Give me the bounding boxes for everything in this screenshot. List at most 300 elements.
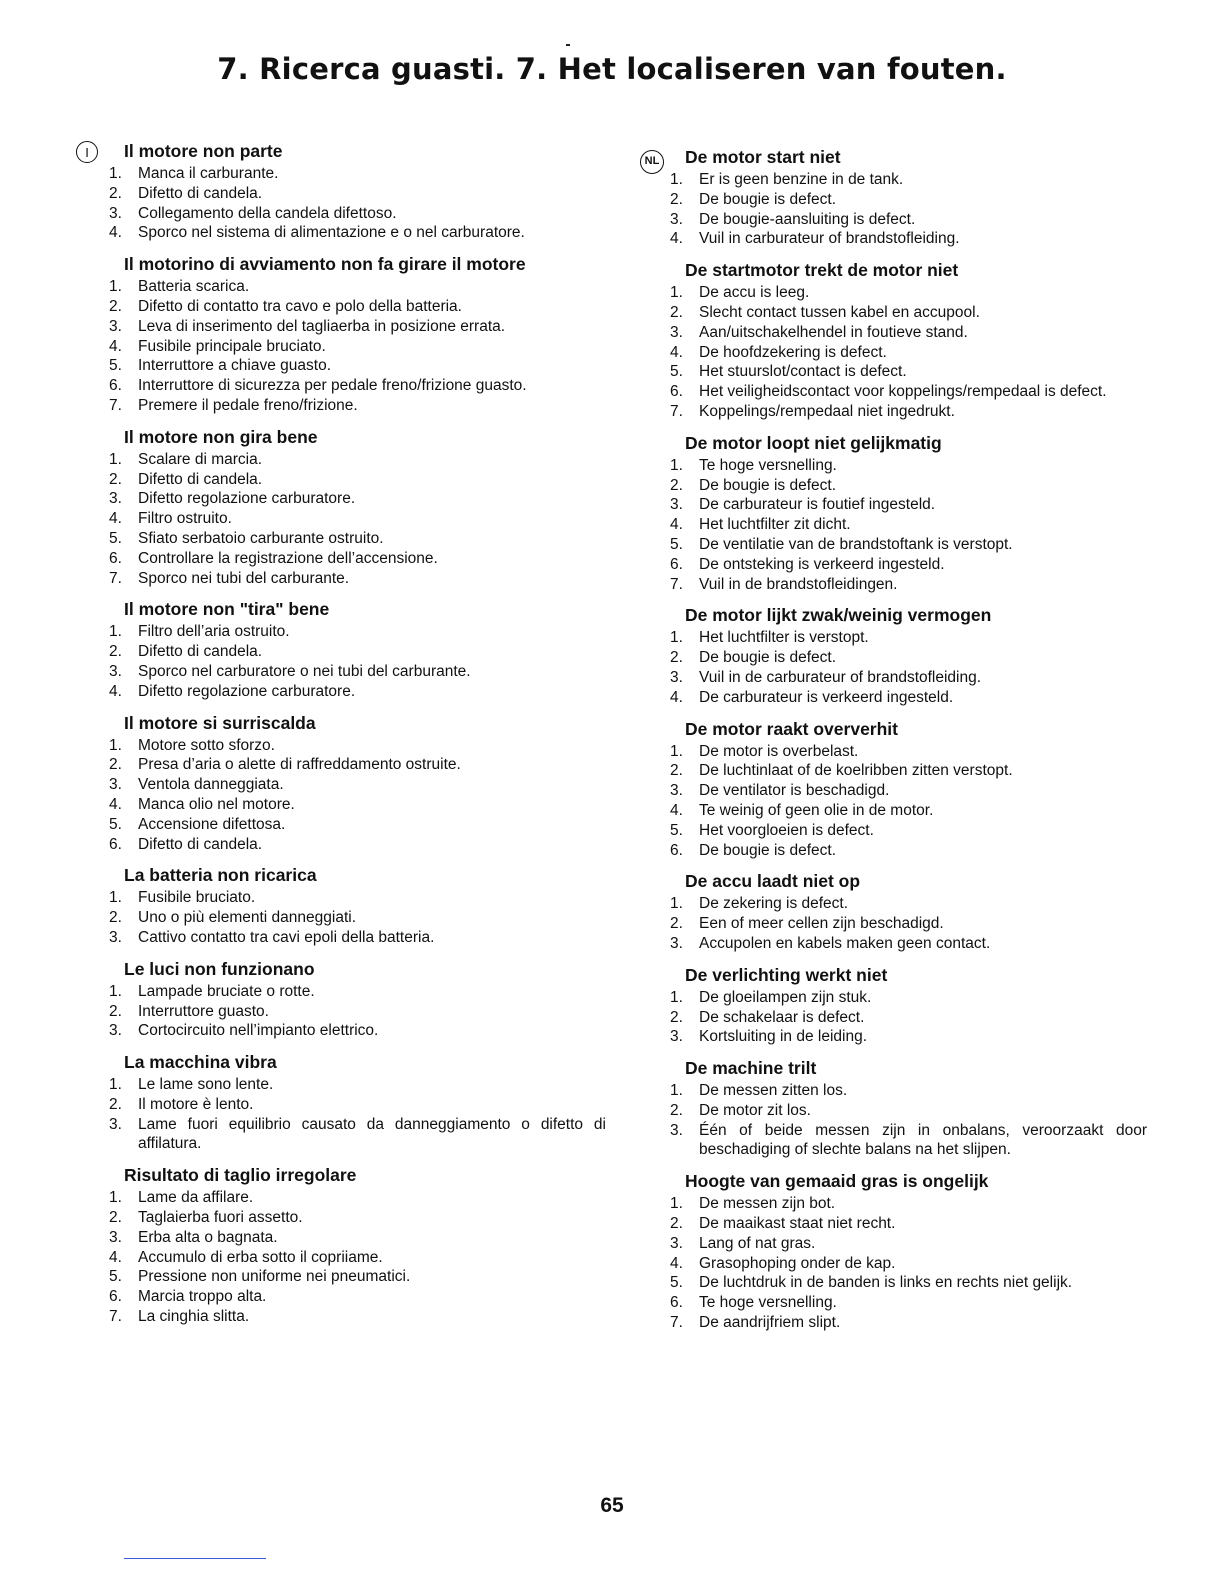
cause-text: Koppelings/rempedaal niet ingedrukt. bbox=[699, 402, 955, 420]
cause-list bbox=[667, 283, 1147, 422]
cause-text: Te hoge versnelling. bbox=[699, 456, 837, 474]
cause-number: 2. bbox=[670, 1215, 683, 1233]
cause-item bbox=[106, 509, 606, 529]
scan-mark bbox=[566, 44, 570, 46]
cause-text: Sfiato serbatoio carburante ostruito. bbox=[138, 529, 384, 547]
cause-item bbox=[667, 894, 1147, 914]
cause-item bbox=[667, 781, 1147, 801]
cause-text: Sporco nel carburatore o nei tubi del carburante. bbox=[138, 662, 471, 680]
cause-item bbox=[106, 376, 606, 396]
cause-item bbox=[667, 934, 1147, 954]
cause-item bbox=[106, 470, 606, 490]
cause-number: 3. bbox=[109, 776, 122, 794]
cause-number: 2. bbox=[670, 1101, 683, 1119]
cause-item bbox=[106, 775, 606, 795]
cause-item bbox=[667, 229, 1147, 249]
cause-number: 4. bbox=[670, 688, 683, 706]
cause-number: 2. bbox=[670, 915, 683, 933]
cause-text: Taglaierba fuori assetto. bbox=[138, 1209, 303, 1227]
cause-text: Uno o più elementi danneggiati. bbox=[138, 909, 357, 927]
troubleshooting-section bbox=[667, 604, 1147, 707]
cause-number: 4. bbox=[670, 516, 683, 534]
cause-item bbox=[106, 396, 606, 416]
cause-item bbox=[106, 297, 606, 317]
cause-number: 7. bbox=[109, 396, 122, 414]
cause-item bbox=[106, 888, 606, 908]
cause-number: 3. bbox=[670, 782, 683, 800]
cause-item bbox=[667, 821, 1147, 841]
cause-item bbox=[667, 1194, 1147, 1214]
cause-item bbox=[667, 1273, 1147, 1293]
cause-text: De hoofdzekering is defect. bbox=[699, 343, 887, 361]
cause-item bbox=[667, 170, 1147, 190]
cause-item bbox=[667, 761, 1147, 781]
cause-list bbox=[667, 742, 1147, 861]
troubleshooting-section bbox=[106, 1164, 606, 1327]
cause-text: De bougie is defect. bbox=[699, 649, 837, 667]
cause-list bbox=[667, 1194, 1147, 1333]
section-title: De startmotor trekt de motor niet bbox=[685, 260, 959, 281]
cause-text: De zekering is defect. bbox=[699, 895, 849, 913]
cause-text: Controllare la registrazione dell’accensione. bbox=[138, 549, 438, 567]
cause-item bbox=[106, 317, 606, 337]
cause-number: 3. bbox=[109, 1228, 122, 1246]
cause-number: 2. bbox=[670, 303, 683, 321]
cause-text: Te weinig of geen olie in de motor. bbox=[699, 801, 934, 819]
cause-item bbox=[667, 476, 1147, 496]
language-badge-italian: I bbox=[76, 141, 98, 163]
cause-item bbox=[106, 1287, 606, 1307]
troubleshooting-section bbox=[106, 712, 606, 855]
cause-item bbox=[667, 628, 1147, 648]
cause-text: De maaikast staat niet recht. bbox=[699, 1215, 896, 1233]
italian-sections bbox=[106, 140, 606, 1327]
cause-number: 1. bbox=[109, 278, 122, 296]
cause-item bbox=[106, 549, 606, 569]
section-title: Risultato di taglio irregolare bbox=[124, 1165, 357, 1186]
cause-item bbox=[106, 164, 606, 184]
cause-item bbox=[667, 515, 1147, 535]
cause-item bbox=[667, 343, 1147, 363]
cause-list bbox=[106, 736, 606, 855]
cause-number: 5. bbox=[109, 529, 122, 547]
section-title: Il motorino di avviamento non fa girare il motore bbox=[124, 254, 526, 275]
dutch-column bbox=[644, 146, 1147, 1333]
troubleshooting-section bbox=[106, 426, 606, 589]
cause-item bbox=[106, 982, 606, 1002]
cause-number: 1. bbox=[109, 623, 122, 641]
cause-text: Het stuurslot/contact is defect. bbox=[699, 363, 907, 381]
dutch-sections bbox=[667, 146, 1147, 1333]
cause-list bbox=[106, 888, 606, 947]
cause-number: 3. bbox=[109, 662, 122, 680]
cause-item bbox=[106, 928, 606, 948]
troubleshooting-section bbox=[667, 432, 1147, 595]
cause-item bbox=[667, 1008, 1147, 1028]
cause-number: 5. bbox=[109, 1268, 122, 1286]
cause-number: 6. bbox=[109, 1288, 122, 1306]
cause-number: 3. bbox=[670, 496, 683, 514]
cause-item bbox=[106, 642, 606, 662]
cause-text: Fusibile principale bruciato. bbox=[138, 337, 326, 355]
cause-item bbox=[667, 1027, 1147, 1047]
cause-number: 2. bbox=[670, 762, 683, 780]
cause-text: Difetto di contatto tra cavo e polo della batteria. bbox=[138, 297, 462, 315]
cause-item bbox=[667, 914, 1147, 934]
cause-item bbox=[667, 535, 1147, 555]
section-title: Il motore si surriscalda bbox=[124, 712, 316, 733]
cause-text: Lang of nat gras. bbox=[699, 1234, 816, 1252]
cause-item bbox=[667, 190, 1147, 210]
cause-number: 3. bbox=[670, 934, 683, 952]
cause-item bbox=[106, 1188, 606, 1208]
cause-text: De bougie-aansluiting is defect. bbox=[699, 210, 916, 228]
troubleshooting-section bbox=[106, 864, 606, 947]
cause-number: 5. bbox=[109, 357, 122, 375]
cause-number: 3. bbox=[109, 1022, 122, 1040]
cause-item bbox=[106, 662, 606, 682]
cause-number: 3. bbox=[109, 1115, 122, 1133]
troubleshooting-section bbox=[667, 1170, 1147, 1333]
cause-text: Scalare di marcia. bbox=[138, 450, 263, 468]
cause-text: Il motore è lento. bbox=[138, 1095, 254, 1113]
cause-number: 1. bbox=[670, 895, 683, 913]
troubleshooting-section bbox=[106, 958, 606, 1041]
troubleshooting-section bbox=[106, 253, 606, 416]
cause-text: Het voorgloeien is defect. bbox=[699, 821, 874, 839]
cause-text: De motor zit los. bbox=[699, 1101, 811, 1119]
cause-text: Lame da affilare. bbox=[138, 1189, 254, 1207]
cause-number: 6. bbox=[109, 835, 122, 853]
cause-item bbox=[667, 648, 1147, 668]
cause-number: 1. bbox=[109, 736, 122, 754]
cause-item bbox=[667, 1101, 1147, 1121]
section-title: Il motore non parte bbox=[124, 141, 283, 161]
cause-number: 2. bbox=[109, 470, 122, 488]
cause-item bbox=[667, 688, 1147, 708]
cause-number: 1. bbox=[109, 1189, 122, 1207]
cause-number: 3. bbox=[109, 490, 122, 508]
cause-text: Lampade bruciate o rotte. bbox=[138, 982, 315, 1000]
cause-item bbox=[667, 1081, 1147, 1101]
cause-text: Sporco nel sistema di alimentazione e o nel carburatore. bbox=[138, 224, 525, 242]
cause-item bbox=[667, 303, 1147, 323]
cause-text: Ventola danneggiata. bbox=[138, 776, 284, 794]
cause-text: Interruttore a chiave guasto. bbox=[138, 357, 332, 375]
troubleshooting-section bbox=[667, 718, 1147, 861]
cause-number: 2. bbox=[109, 184, 122, 202]
cause-list bbox=[106, 277, 606, 416]
cause-item bbox=[106, 1115, 606, 1155]
cause-text: Het luchtfilter zit dicht. bbox=[699, 516, 851, 534]
cause-number: 7. bbox=[670, 1314, 683, 1332]
cause-list bbox=[667, 170, 1147, 249]
footer-rule bbox=[124, 1558, 266, 1559]
section-title: De machine trilt bbox=[685, 1058, 817, 1079]
cause-text: Het veiligheidscontact voor koppelings/rempedaal is defect. bbox=[699, 383, 1107, 401]
cause-text: De luchtinlaat of de koelribben zitten verstopt. bbox=[699, 762, 1013, 780]
cause-item bbox=[106, 1021, 606, 1041]
cause-text: Cattivo contatto tra cavi epoli della batteria. bbox=[138, 928, 435, 946]
section-title: Il motore non "tira" bene bbox=[124, 599, 330, 620]
cause-item bbox=[106, 1248, 606, 1268]
cause-item bbox=[667, 210, 1147, 230]
cause-number: 7. bbox=[109, 1308, 122, 1326]
cause-list bbox=[106, 450, 606, 589]
section-title: De motor raakt oververhit bbox=[685, 718, 898, 739]
cause-item bbox=[106, 356, 606, 376]
cause-text: Aan/uitschakelhendel in foutieve stand. bbox=[699, 323, 968, 341]
cause-item bbox=[106, 1267, 606, 1287]
cause-number: 1. bbox=[670, 1082, 683, 1100]
cause-number: 3. bbox=[109, 928, 122, 946]
cause-item bbox=[106, 682, 606, 702]
cause-item bbox=[667, 742, 1147, 762]
cause-text: Vuil in de brandstofleidingen. bbox=[699, 575, 898, 593]
cause-number: 4. bbox=[670, 230, 683, 248]
cause-number: 1. bbox=[670, 988, 683, 1006]
page-title: 7. Ricerca guasti. 7. Het localiseren van fouten. bbox=[217, 52, 1007, 86]
cause-text: Accensione difettosa. bbox=[138, 815, 286, 833]
cause-text: Difetto di candela. bbox=[138, 643, 263, 661]
cause-number: 6. bbox=[109, 549, 122, 567]
cause-number: 2. bbox=[109, 909, 122, 927]
cause-text: De gloeilampen zijn stuk. bbox=[699, 988, 872, 1006]
cause-text: Vuil in carburateur of brandstofleiding. bbox=[699, 230, 960, 248]
troubleshooting-section bbox=[667, 259, 1147, 422]
cause-number: 1. bbox=[670, 171, 683, 188]
cause-number: 1. bbox=[670, 284, 683, 302]
cause-text: Slecht contact tussen kabel en accupool. bbox=[699, 303, 980, 321]
cause-item bbox=[106, 223, 606, 243]
cause-text: Pressione non uniforme nei pneumatici. bbox=[138, 1268, 411, 1286]
cause-number: 6. bbox=[670, 1294, 683, 1312]
cause-number: 4. bbox=[109, 224, 122, 242]
cause-number: 2. bbox=[670, 1008, 683, 1026]
cause-text: De bougie is defect. bbox=[699, 476, 837, 494]
cause-text: Difetto di candela. bbox=[138, 184, 263, 202]
cause-text: Grasophoping onder de kap. bbox=[699, 1254, 896, 1272]
cause-number: 5. bbox=[670, 363, 683, 381]
cause-item bbox=[106, 835, 606, 855]
cause-number: 2. bbox=[109, 297, 122, 315]
cause-number: 3. bbox=[670, 1234, 683, 1252]
cause-number: 3. bbox=[670, 1028, 683, 1046]
cause-text: Filtro dell’aria ostruito. bbox=[138, 623, 290, 641]
page-number: 65 bbox=[600, 1494, 624, 1517]
cause-list bbox=[667, 1081, 1147, 1160]
section-title: De verlichting werkt niet bbox=[685, 964, 888, 985]
troubleshooting-section bbox=[106, 1051, 606, 1154]
cause-item bbox=[106, 1095, 606, 1115]
cause-text: Presa d’aria o alette di raffreddamento ostruite. bbox=[138, 756, 461, 774]
cause-item bbox=[667, 668, 1147, 688]
cause-list bbox=[667, 894, 1147, 953]
cause-item bbox=[106, 204, 606, 224]
cause-item bbox=[106, 755, 606, 775]
cause-number: 1. bbox=[109, 889, 122, 907]
cause-number: 1. bbox=[670, 456, 683, 474]
cause-text: De ventilator is beschadigd. bbox=[699, 782, 890, 800]
cause-list bbox=[106, 164, 606, 243]
cause-text: De aandrijfriem slipt. bbox=[699, 1314, 841, 1332]
cause-number: 1. bbox=[109, 450, 122, 468]
cause-text: De messen zijn bot. bbox=[699, 1195, 836, 1213]
cause-text: Een of meer cellen zijn beschadigd. bbox=[699, 915, 944, 933]
troubleshooting-section bbox=[106, 598, 606, 701]
cause-list bbox=[667, 988, 1147, 1047]
cause-text: Leva di inserimento del tagliaerba in posizione errata. bbox=[138, 317, 506, 335]
cause-number: 5. bbox=[670, 1274, 683, 1292]
cause-item bbox=[106, 569, 606, 589]
cause-number: 6. bbox=[670, 383, 683, 401]
cause-text: Le lame sono lente. bbox=[138, 1076, 274, 1094]
cause-number: 2. bbox=[109, 643, 122, 661]
cause-number: 5. bbox=[670, 821, 683, 839]
cause-number: 2. bbox=[670, 649, 683, 667]
cause-text: De carburateur is verkeerd ingesteld. bbox=[699, 688, 954, 706]
cause-item bbox=[106, 1002, 606, 1022]
cause-item bbox=[106, 736, 606, 756]
cause-text: Interruttore guasto. bbox=[138, 1002, 269, 1020]
cause-item bbox=[106, 277, 606, 297]
cause-number: 3. bbox=[109, 204, 122, 222]
cause-number: 1. bbox=[109, 982, 122, 1000]
cause-number: 4. bbox=[670, 343, 683, 361]
cause-text: Cortocircuito nell’impianto elettrico. bbox=[138, 1022, 379, 1040]
language-badge-dutch: NL bbox=[640, 150, 664, 174]
cause-list bbox=[667, 456, 1147, 595]
cause-text: De accu is leeg. bbox=[699, 284, 810, 302]
cause-text: Difetto di candela. bbox=[138, 835, 263, 853]
cause-item bbox=[667, 1254, 1147, 1274]
cause-item bbox=[106, 1228, 606, 1248]
cause-text: Difetto regolazione carburatore. bbox=[138, 490, 356, 508]
cause-number: 2. bbox=[109, 1209, 122, 1227]
cause-text: Accumulo di erba sotto il copriiame. bbox=[138, 1248, 383, 1266]
cause-item bbox=[667, 1214, 1147, 1234]
section-title: Hoogte van gemaaid gras is ongelijk bbox=[685, 1171, 989, 1192]
cause-item bbox=[667, 1293, 1147, 1313]
cause-text: Één of beide messen zijn in onbalans, veroorzaakt door beschadiging of slechte balans na het slijpen. bbox=[699, 1121, 1147, 1159]
cause-text: De bougie is defect. bbox=[699, 841, 837, 859]
cause-text: Lame fuori equilibrio causato da danneggiamento o difetto di affilatura. bbox=[138, 1115, 606, 1153]
cause-text: Difetto regolazione carburatore. bbox=[138, 682, 356, 700]
cause-number: 7. bbox=[670, 402, 683, 420]
cause-number: 1. bbox=[670, 1195, 683, 1213]
cause-number: 2. bbox=[109, 1095, 122, 1113]
cause-text: De schakelaar is defect. bbox=[699, 1008, 865, 1026]
cause-number: 7. bbox=[109, 569, 122, 587]
cause-text: Accupolen en kabels maken geen contact. bbox=[699, 934, 991, 952]
troubleshooting-section bbox=[667, 964, 1147, 1047]
cause-number: 4. bbox=[109, 510, 122, 528]
cause-item bbox=[106, 795, 606, 815]
cause-text: De carburateur is foutief ingesteld. bbox=[699, 496, 936, 514]
cause-number: 3. bbox=[109, 317, 122, 335]
cause-number: 1. bbox=[670, 742, 683, 760]
cause-text: Te hoge versnelling. bbox=[699, 1294, 837, 1312]
cause-number: 3. bbox=[670, 323, 683, 341]
cause-item bbox=[667, 382, 1147, 402]
cause-item bbox=[106, 1075, 606, 1095]
cause-number: 4. bbox=[670, 1254, 683, 1272]
cause-item bbox=[667, 988, 1147, 1008]
cause-text: La cinghia slitta. bbox=[138, 1308, 250, 1326]
cause-list bbox=[667, 628, 1147, 707]
troubleshooting-section bbox=[667, 146, 1147, 249]
cause-item bbox=[106, 450, 606, 470]
cause-number: 5. bbox=[670, 535, 683, 553]
cause-item bbox=[667, 362, 1147, 382]
cause-item bbox=[106, 489, 606, 509]
cause-item bbox=[667, 283, 1147, 303]
cause-number: 6. bbox=[670, 841, 683, 859]
cause-number: 4. bbox=[109, 337, 122, 355]
cause-list bbox=[106, 982, 606, 1041]
cause-item bbox=[667, 402, 1147, 422]
cause-item bbox=[667, 495, 1147, 515]
cause-text: Sporco nei tubi del carburante. bbox=[138, 569, 350, 587]
cause-text: Er is geen benzine in de tank. bbox=[699, 171, 904, 188]
cause-item bbox=[667, 801, 1147, 821]
cause-text: Filtro ostruito. bbox=[138, 510, 232, 528]
section-title: De motor start niet bbox=[685, 147, 841, 167]
cause-item bbox=[106, 529, 606, 549]
cause-number: 4. bbox=[109, 682, 122, 700]
cause-text: Kortsluiting in de leiding. bbox=[699, 1028, 868, 1046]
cause-text: Interruttore di sicurezza per pedale freno/frizione guasto. bbox=[138, 377, 527, 395]
cause-item bbox=[106, 1208, 606, 1228]
cause-text: Manca il carburante. bbox=[138, 165, 279, 182]
cause-item bbox=[106, 815, 606, 835]
section-title: De accu laadt niet op bbox=[685, 871, 861, 892]
cause-text: Erba alta o bagnata. bbox=[138, 1228, 278, 1246]
cause-text: Vuil in de carburateur of brandstofleiding. bbox=[699, 668, 982, 686]
italian-column bbox=[85, 140, 606, 1327]
cause-item bbox=[106, 1307, 606, 1327]
cause-text: De ontsteking is verkeerd ingesteld. bbox=[699, 555, 945, 573]
cause-text: De bougie is defect. bbox=[699, 190, 837, 208]
cause-text: Difetto di candela. bbox=[138, 470, 263, 488]
cause-number: 1. bbox=[109, 1076, 122, 1094]
cause-text: De motor is overbelast. bbox=[699, 742, 859, 760]
cause-item bbox=[667, 555, 1147, 575]
cause-number: 2. bbox=[670, 476, 683, 494]
cause-number: 4. bbox=[109, 795, 122, 813]
section-title: Le luci non funzionano bbox=[124, 958, 315, 979]
cause-number: 5. bbox=[109, 815, 122, 833]
cause-text: De ventilatie van de brandstoftank is verstopt. bbox=[699, 535, 1013, 553]
cause-text: Premere il pedale freno/frizione. bbox=[138, 396, 358, 414]
cause-number: 2. bbox=[109, 1002, 122, 1020]
cause-text: Motore sotto sforzo. bbox=[138, 736, 275, 754]
cause-item bbox=[667, 1313, 1147, 1333]
cause-item bbox=[106, 337, 606, 357]
cause-number: 3. bbox=[670, 1121, 683, 1139]
cause-number: 4. bbox=[670, 801, 683, 819]
cause-text: Fusibile bruciato. bbox=[138, 889, 256, 907]
cause-text: Het luchtfilter is verstopt. bbox=[699, 629, 869, 647]
cause-text: Batteria scarica. bbox=[138, 278, 250, 296]
cause-item bbox=[667, 575, 1147, 595]
cause-number: 1. bbox=[670, 629, 683, 647]
section-title: De motor lijkt zwak/weinig vermogen bbox=[685, 605, 992, 626]
cause-list bbox=[106, 622, 606, 701]
cause-item bbox=[667, 456, 1147, 476]
cause-list bbox=[106, 1188, 606, 1327]
section-title: La batteria non ricarica bbox=[124, 865, 317, 886]
